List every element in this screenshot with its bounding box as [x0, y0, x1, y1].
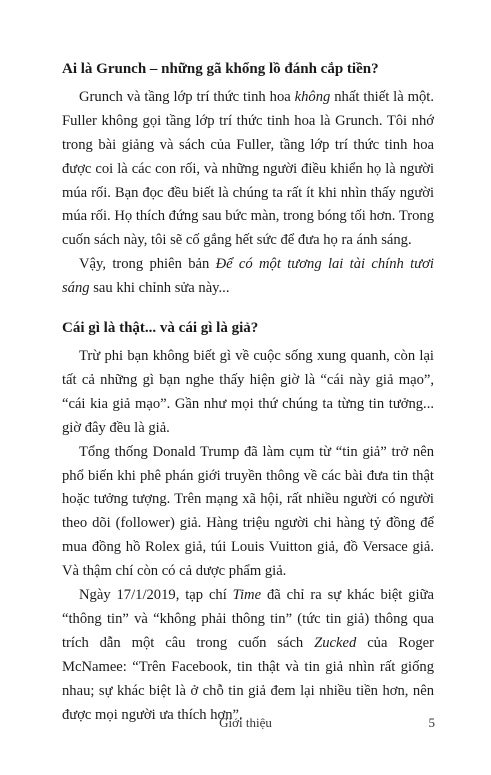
running-footer-title: Giới thiệu [219, 715, 272, 730]
paragraph-fake-everything: Trừ phi bạn không biết gì về cuộc sống xung quanh, còn lại tất cả những gì bạn nghe thấy hiện giờ là “cái này giả mạo”, “cái kia giả mạo”. Gần như mọi thứ chúng ta từng tin tưởng... giờ đây đều là giả. [62, 347, 434, 436]
page-footer [0, 715, 491, 739]
emphasis-text: không [294, 88, 331, 105]
paragraph-time-magazine [62, 584, 434, 727]
text-run: sau khi chỉnh sửa này... [89, 280, 230, 297]
paragraph-book-edition [62, 253, 434, 301]
text-run: của Roger McNamee: “Trên Facebook, tin thật và tin giả nhìn rất giống nhau; sự khác biệt là ở chỗ tin giả đem lại nhiều tiền hơn, nên được mọi người ưa thích hơn”. [62, 634, 434, 723]
page-content [62, 58, 434, 727]
text-run: nhất thiết là một. Fuller không gọi tầng lớp trí thức tinh hoa là Grunch. Tôi nhớ trong bài giảng và sách của Fuller, tầng lớp trí thức tinh hoa được coi là các con rối, và những người điều khiển họ là người múa rối. Bạn đọc đều biết là chúng ta rất ít khi nhìn thấy người múa rối. Họ thích đứng sau bức màn, trong bóng tối hơn. Trong cuốn sách này, tôi sẽ cố gắng hết sức để đưa họ ra ánh sáng. [62, 88, 434, 249]
text-run: đã chỉ ra sự khác biệt giữa “thông tin” và “không phải thông tin” (tức tin giả) thông qua trích dẫn một câu trong cuốn sách [62, 587, 434, 651]
section-heading-grunch: Ai là Grunch – những gã khổng lồ đánh cắp tiền? [62, 61, 379, 77]
book-title-italic: Zucked [314, 634, 357, 651]
paragraph-fake-news: Tổng thống Donald Trump đã làm cụm từ “tin giả” trở nên phổ biến khi phê phán giới truyền thông về các bài đưa tin thật hoặc tưởng tượng. Trên mạng xã hội, rất nhiều người có người theo dõi (follower) giả. Hàng triệu người chi hàng tỷ đồng để mua đồng hồ Rolex giả, túi Louis Vuitton giả, đồ Versace giả. Và thậm chí còn có cả dược phẩm giả. [62, 443, 434, 580]
book-title-italic: Để có một tương lai tài chính tươi sáng [62, 256, 434, 297]
text-run: Grunch và tầng lớp trí thức tinh hoa [79, 88, 295, 105]
paragraph-grunch-intro [62, 86, 434, 253]
section-heading-real-fake: Cái gì là thật... và cái gì là giả? [62, 320, 259, 337]
page-number: 5 [428, 715, 435, 730]
magazine-title-italic: Time [232, 587, 262, 604]
text-run: Vậy, trong phiên bản [79, 256, 216, 273]
text-run: Ngày 17/1/2019, tạp chí [79, 587, 233, 604]
